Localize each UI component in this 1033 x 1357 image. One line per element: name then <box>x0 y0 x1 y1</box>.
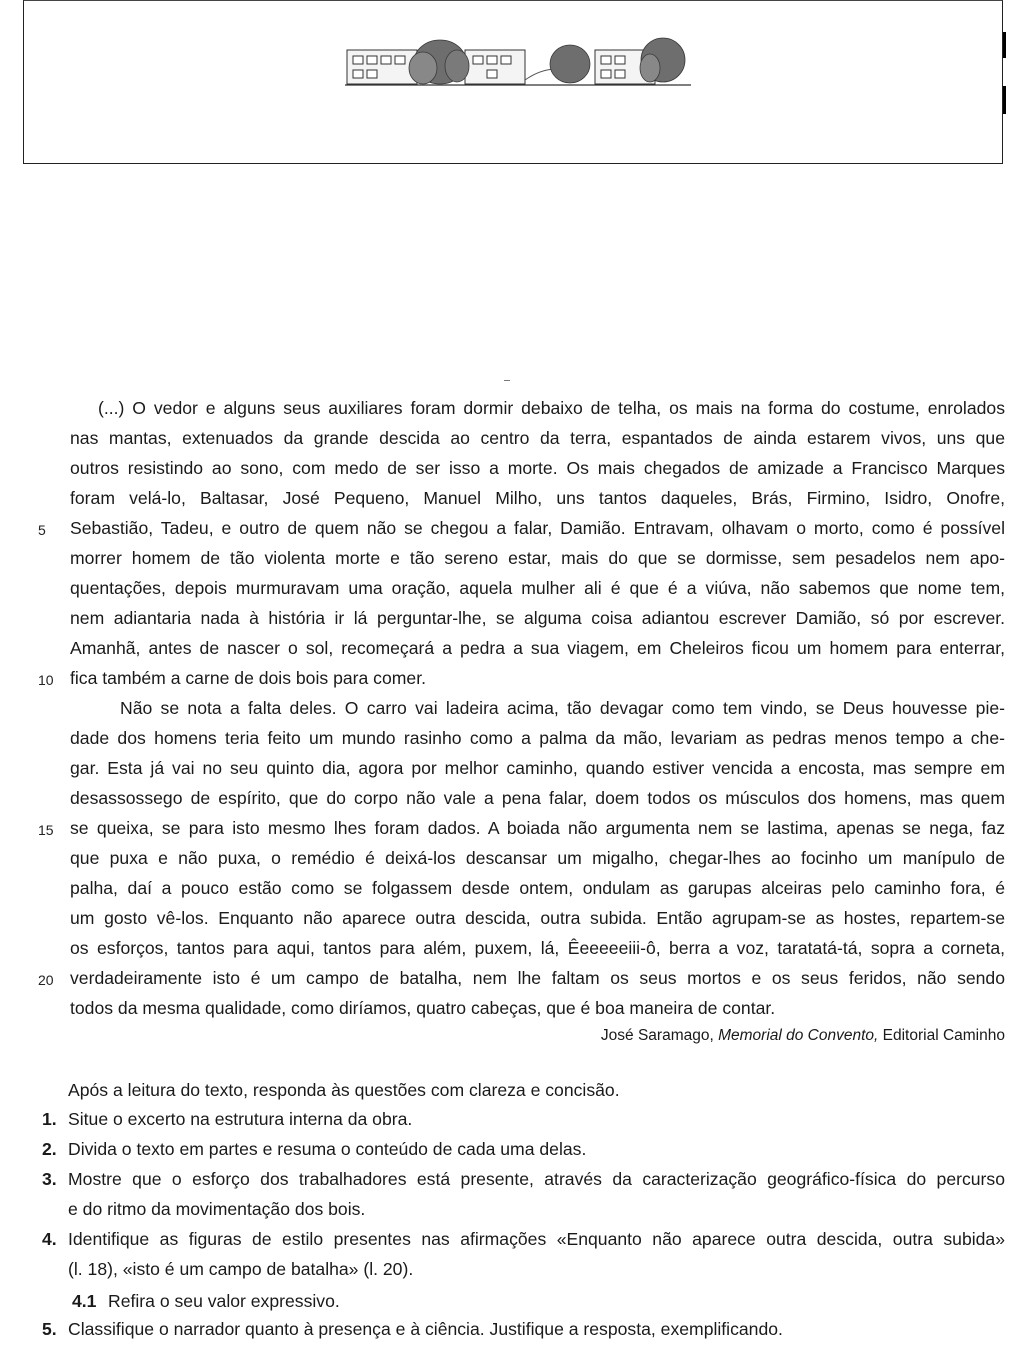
question-number: 3. <box>42 1169 57 1189</box>
passage-line: Sebastião, Tadeu, e outro de quem não se chegou a falar, Damião. Entravam, olhavam o morto, como é possível <box>70 518 1005 538</box>
passage-line: Amanhã, antes de nascer o sol, recomeçará a pedra a sua viagem, em Cheleiros ficou um homem para enterrar, <box>70 638 1005 658</box>
source-author: José Saramago, <box>600 1027 714 1044</box>
question-number: 4.1 <box>72 1291 97 1311</box>
question-text: (l. 18), «isto é um campo de batalha» (l. 20). <box>68 1259 414 1279</box>
passage-line: foram velá-lo, Baltasar, José Pequeno, Manuel Milho, uns tantos daqueles, Brás, Firmino, Isidro, Onofre, <box>70 488 1005 508</box>
separator-dash <box>504 380 510 381</box>
line-number: 10 <box>38 672 54 688</box>
source-title: Memorial do Convento, <box>718 1027 879 1044</box>
passage-line: um gosto vê-los. Enquanto não aparece outra descida, outra subida. Então agrupam-se as hostes, repartem-se <box>70 908 1005 928</box>
line-number: 15 <box>38 822 54 838</box>
passage-line: dade dos homens teria feito um mundo rasinho como a palma da mão, levariam as pedras menos tempo a che- <box>70 728 1005 748</box>
line-number: 5 <box>38 522 46 538</box>
passage-line: Não se nota a falta deles. O carro vai ladeira acima, tão devagar como tem vindo, se Deus houvesse pie- <box>120 698 1005 718</box>
passage-line: palha, daí a pouco estão como se folgassem desde ontem, ondulam as garupas alceiras pelo caminho fora, é <box>70 878 1005 898</box>
question-number: 2. <box>42 1139 57 1159</box>
building-left <box>347 50 417 84</box>
passage-line: gar. Esta já vai no seu quinto dia, agora por melhor caminho, quando estiver vencida a encosta, mas sempre em <box>70 758 1005 778</box>
passage-line: outros resistindo ao sono, com medo de ser isso a morte. Os mais chegados de amizade a Francisco Marques <box>70 458 1005 478</box>
passage-line: fica também a carne de dois bois para comer. <box>70 668 426 688</box>
source-citation <box>601 1024 1005 1048</box>
passage-line: todos da mesma qualidade, como diríamos, quatro cabeças, que é boa maneira de contar. <box>70 998 776 1018</box>
passage-line: quentações, depois murmuravam uma oração, aquela mulher ali é que é a viúva, não sabemos que nome tem, <box>70 578 1005 598</box>
edge-mark <box>1003 86 1006 114</box>
passage-line: nem adiantaria nada à história ir lá perguntar-lhe, se alguma coisa adiantou escrever Damião, só por escrever. <box>70 608 1005 628</box>
buildings-trees-illustration <box>345 36 691 86</box>
question-text: Mostre que o esforço dos trabalhadores está presente, através da caracterização geográfico-física do percurso <box>68 1169 1005 1189</box>
line-number: 20 <box>38 972 54 988</box>
passage-line: desassossego de espírito, que do corpo não vale a pena falar, doem todos os músculos dos homens, mas quem <box>70 788 1005 808</box>
question-text: e do ritmo da movimentação dos bois. <box>68 1199 366 1219</box>
passage-line: se queixa, se para isto mesmo lhes foram dados. A boiada não argumenta nem se lastima, apenas se nega, faz <box>70 818 1005 838</box>
question-text: Classifique o narrador quanto à presença e à ciência. Justifique a resposta, exemplificando. <box>68 1319 783 1339</box>
passage-line: nas mantas, extenuados da grande descida ao centro da terra, espantados de ainda estarem vivos, uns que <box>70 428 1005 448</box>
question-text: Refira o seu valor expressivo. <box>108 1291 340 1311</box>
edge-mark <box>1003 32 1006 58</box>
passage-line: verdadeiramente isto é um campo de batalha, nem lhe faltam os seus mortos e os seus feridos, não sendo <box>70 968 1005 988</box>
question-number: 1. <box>42 1109 57 1129</box>
question-text: Identifique as figuras de estilo presentes nas afirmações «Enquanto não aparece outra descida, outra subida» <box>68 1229 1005 1249</box>
question-number: 4. <box>42 1229 57 1249</box>
passage-line: que puxa e não puxa, o remédio é deixá-los descansar um migalho, chegar-lhes ao focinho um manípulo de <box>70 848 1005 868</box>
trees <box>409 38 685 84</box>
question-text: Situe o excerto na estrutura interna da obra. <box>68 1109 413 1129</box>
question-text: Divida o texto em partes e resuma o conteúdo de cada uma delas. <box>68 1139 587 1159</box>
source-publisher: Editorial Caminho <box>882 1027 1005 1044</box>
building-middle <box>465 50 525 84</box>
passage-line: (...) O vedor e alguns seus auxiliares foram dormir debaixo de telha, os mais na forma do costume, enrolados <box>98 398 1005 418</box>
question-number: 5. <box>42 1319 57 1339</box>
passage-line: os esforços, tantos para aqui, tantos para além, puxem, lá, Êeeeeeiii-ô, berra a voz, taratatá-tá, sopra a corneta, <box>70 938 1005 958</box>
passage-line: morrer homem de tão violenta morte e tão sereno estar, mais do que se dormisse, sem pesadelos nem apo- <box>70 548 1005 568</box>
questions-intro: Após a leitura do texto, responda às questões com clareza e concisão. <box>68 1080 620 1100</box>
